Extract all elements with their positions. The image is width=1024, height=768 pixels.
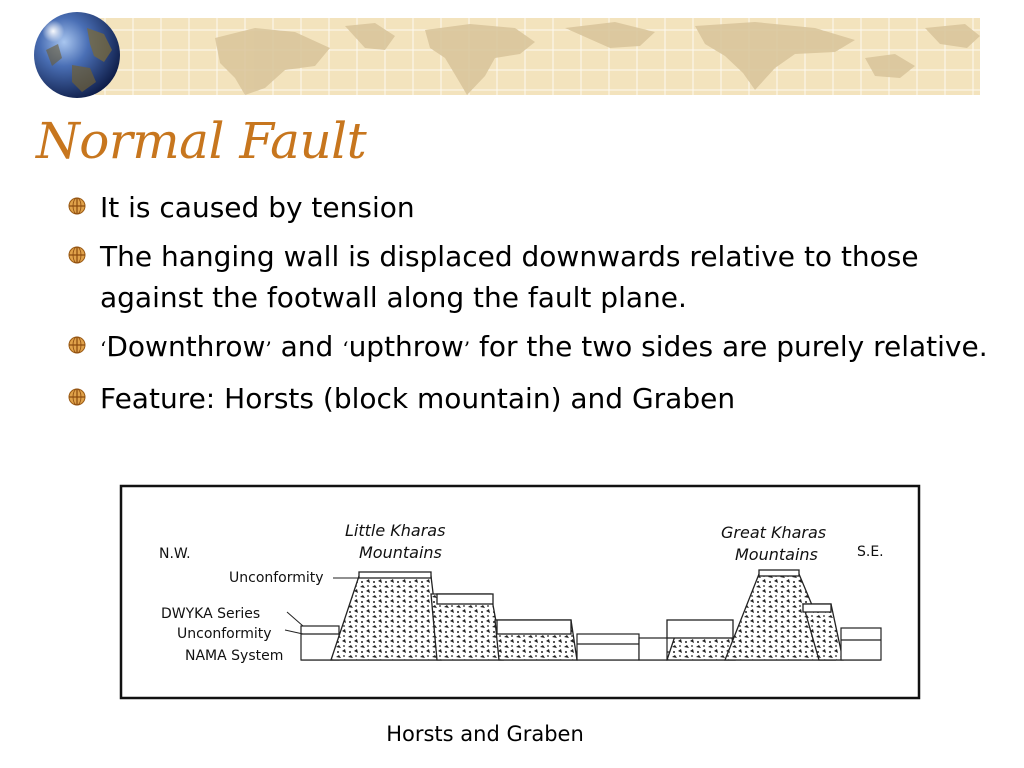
label-unconformity-low: Unconformity	[177, 626, 272, 642]
bullet-text	[100, 330, 988, 363]
quote-mark: ’	[265, 337, 272, 361]
graben	[577, 634, 667, 660]
horst-graben-diagram	[119, 484, 921, 700]
label-great-kharas: Great Kharas	[721, 523, 827, 542]
label-nw: N.W.	[159, 546, 191, 562]
slide-title: Normal Fault	[36, 112, 367, 170]
term-upthrow: upthrow	[348, 330, 464, 363]
right-strata	[841, 628, 881, 660]
label-great-kharas-mountains: Mountains	[735, 545, 818, 564]
bullet-globe-icon	[68, 197, 86, 215]
bullet-item	[68, 236, 998, 318]
world-map-decoration	[95, 18, 980, 95]
label-little-kharas: Little Kharas	[345, 521, 446, 540]
bullet-text: The hanging wall is displaced downwards relative to those against the footwall along the fault plane.	[100, 240, 919, 314]
term-downthrow: Downthrow	[106, 330, 266, 363]
bullet-globe-icon	[68, 336, 86, 354]
bullet-item	[68, 378, 998, 419]
bullet-globe-icon	[68, 388, 86, 406]
quote-mark: ’	[463, 337, 471, 361]
label-nama: NAMA System	[185, 648, 284, 664]
header-banner	[95, 18, 980, 95]
bullet-globe-icon	[68, 246, 86, 264]
bullet-item	[68, 326, 998, 370]
quote-mark: ‘	[342, 337, 349, 361]
globe-icon	[32, 10, 122, 100]
bullet-item	[68, 187, 998, 228]
bullet-text-part: and	[271, 330, 343, 363]
bullet-text-part: for the two sides are purely relative.	[470, 330, 988, 363]
figure-caption: Horsts and Graben	[386, 722, 584, 746]
quote-mark: ‘	[100, 337, 107, 361]
bullet-text: Feature: Horsts (block mountain) and Graben	[100, 382, 736, 415]
label-unconformity-top: Unconformity	[229, 570, 324, 586]
bullet-list	[68, 187, 998, 427]
label-dwyka: DWYKA Series	[161, 606, 261, 622]
label-se: S.E.	[857, 544, 884, 560]
label-little-kharas-mountains: Mountains	[359, 543, 442, 562]
bullet-text: It is caused by tension	[100, 191, 415, 224]
